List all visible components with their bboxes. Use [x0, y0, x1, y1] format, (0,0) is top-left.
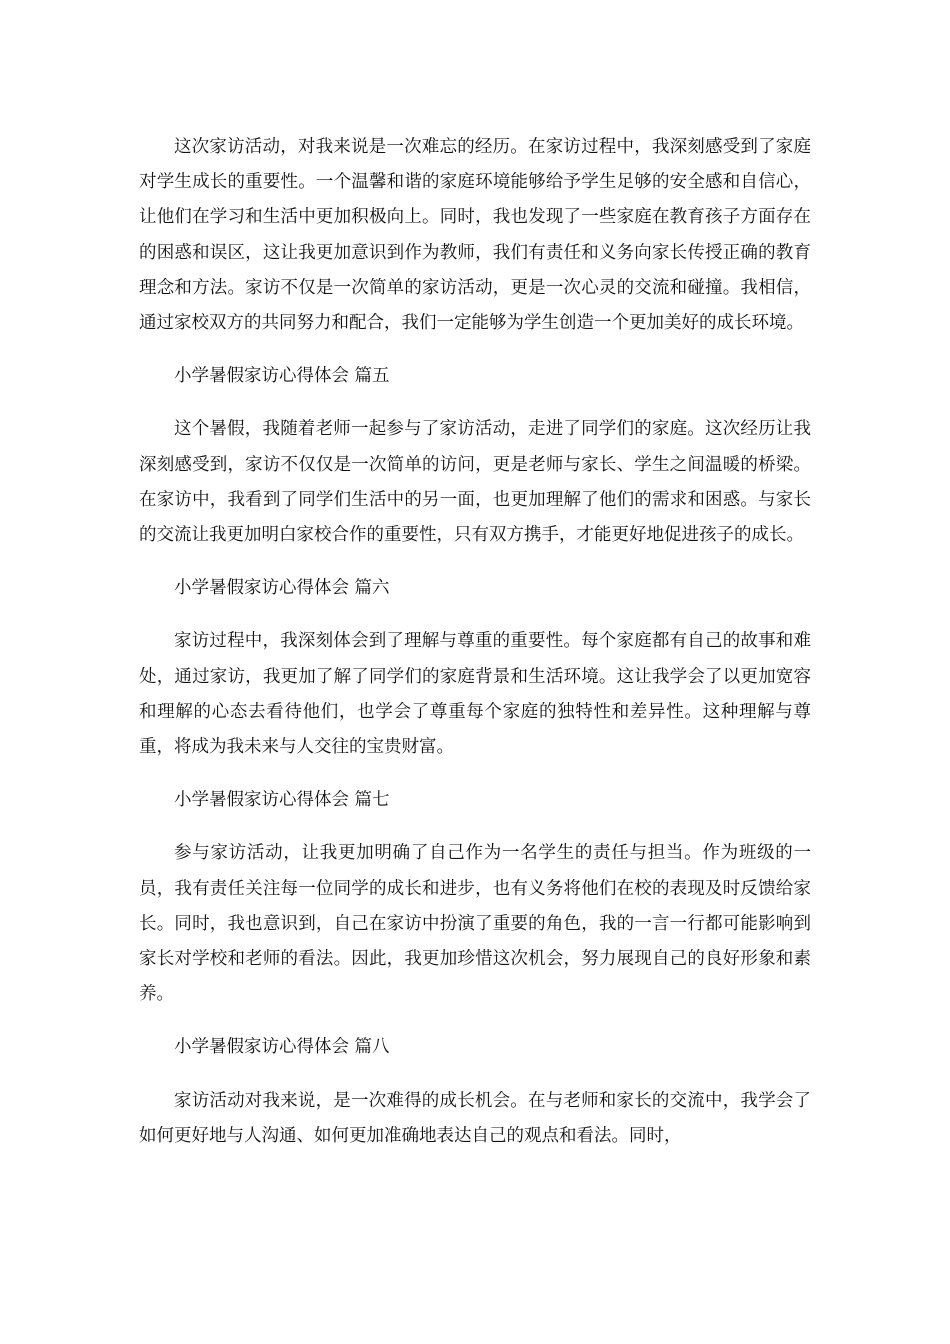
body-paragraph: 这个暑假，我随着老师一起参与了家访活动，走进了同学们的家庭。这次经历让我深刻感受到，家访不仅仅是一次简单的访问，更是老师与家长、学生之间温暖的桥梁。在家访中，我看到了同学们生活中的另一面，也更加理解了他们的需求和困惑。与家长的交流让我更加明白家校合作的重要性，只有双方携手，才能更好地促进孩子的成长。: [139, 419, 811, 546]
body-paragraph: 家访过程中，我深刻体会到了理解与尊重的重要性。每个家庭都有自己的故事和难处，通过家访，我更加了解了同学们的家庭背景和生活环境。这让我学会了以更加宽容和理解的心态去看待他们，也学会了尊重每个家庭的独特性和差异性。这种理解与尊重，将成为我未来与人交往的宝贵财富。: [139, 631, 811, 758]
section-heading: 小学暑假家访心得体会 篇五: [174, 366, 390, 387]
body-paragraph: 这次家访活动，对我来说是一次难忘的经历。在家访过程中，我深刻感受到了家庭对学生成长的重要性。一个温馨和谐的家庭环境能够给予学生足够的安全感和自信心，让他们在学习和生活中更加积极向上。同时，我也发现了一些家庭在教育孩子方面存在的困惑和误区，这让我更加意识到作为教师，我们有责任和义务向家长传授正确的教育理念和方法。家访不仅是一次简单的家访活动，更是一次心灵的交流和碰撞。我相信，通过家校双方的共同努力和配合，我们一定能够为学生创造一个更加美好的成长环境。: [139, 137, 811, 334]
section-heading: 小学暑假家访心得体会 篇七: [174, 790, 390, 811]
section-heading: 小学暑假家访心得体会 篇八: [174, 1037, 390, 1058]
body-paragraph: 参与家访活动，让我更加明确了自己作为一名学生的责任与担当。作为班级的一员，我有责任关注每一位同学的成长和进步，也有义务将他们在校的表现及时反馈给家长。同时，我也意识到，自己在家访中扮演了重要的角色，我的一言一行都可能影响到家长对学校和老师的看法。因此，我更加珍惜这次机会，努力展现自己的良好形象和素养。: [139, 843, 811, 1005]
body-paragraph: 家访活动对我来说，是一次难得的成长机会。在与老师和家长的交流中，我学会了如何更好地与人沟通、如何更加准确地表达自己的观点和看法。同时，: [139, 1090, 811, 1146]
document-page: [139, 130, 811, 1154]
section-heading: 小学暑假家访心得体会 篇六: [174, 578, 390, 599]
